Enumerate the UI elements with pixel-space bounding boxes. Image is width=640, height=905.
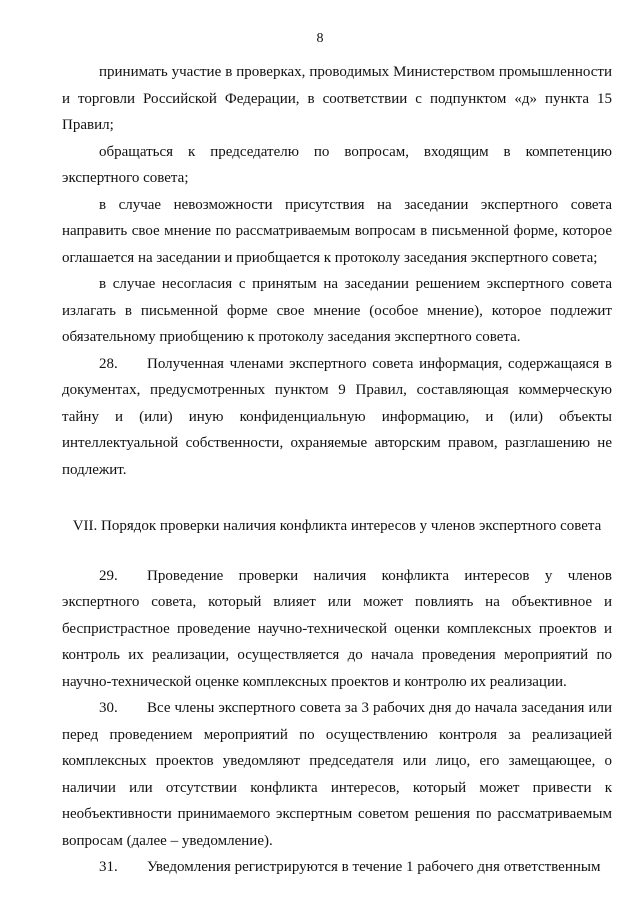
paragraph-dissent-opinion: в случае несогласия с принятым на заседании решением экспертного совета излагать в письменной форме свое мнение (особое мнение), которое подлежит обязательному приобщению к протоколу заседания экспертного совета. — [62, 276, 612, 345]
item-31 — [62, 854, 612, 881]
paragraph-contact-chairman: обращаться к председателю по вопросам, входящим в компетенцию экспертного совета; — [62, 143, 612, 186]
paragraph-participate-checks: принимать участие в проверках, проводимых Министерством промышленности и торговли Российской Федерации, в соответствии с подпунктом «д» пункта 15 Правил; — [62, 64, 612, 133]
item-30-number: 30. — [99, 700, 118, 716]
item-29 — [62, 563, 612, 696]
item-30-text: Все члены экспертного совета за 3 рабочих дня до начала заседания или перед проведением мероприятий по осуществлению контроля за реализацией комплексных проектов уведомляют председателя или лицо, его замещающее, о наличии или отсутствии конфликта интересов, который может привести к необъективности принимаемого экспертным советом решения по рассматриваемым вопросам (далее – уведомление). — [62, 700, 612, 849]
item-28 — [62, 351, 612, 484]
item-28-number: 28. — [99, 355, 118, 372]
item-29-number: 29. — [99, 567, 118, 584]
page-number: 8 — [316, 31, 324, 46]
item-31-text: Уведомления регистрируются в течение 1 рабочего дня ответственным — [147, 859, 601, 875]
item-29-text: Проведение проверки наличия конфликта интересов у членов экспертного совета, который влияет или может повлиять на объективное и беспристрастное проведение научно-технической оценки комплексных проектов и контроль их реализации, осуществляется до начала проведения мероприятий по научно-технической оценке комплексных проектов и контролю их реализации. — [62, 567, 612, 690]
item-31-number: 31. — [99, 859, 118, 875]
document-body — [62, 59, 612, 881]
paragraph-written-opinion: в случае невозможности присутствия на заседании экспертного совета направить свое мнение по рассматриваемым вопросам в письменной форме, которое оглашается на заседании и приобщается к протоколу заседания экспертного совета; — [62, 196, 612, 266]
item-30 — [62, 695, 612, 854]
section-heading-vii: VII. Порядок проверки наличия конфликта интересов у членов экспертного совета — [72, 518, 602, 534]
item-28-text: Полученная членами экспертного совета информация, содержащаяся в документах, предусмотренных пунктом 9 Правил, составляющая коммерческую тайну и (или) иную конфиденциальную информацию, и (или) объекты интеллектуальной собственности, охраняемые авторским правом, разглашению не подлежит. — [62, 355, 612, 478]
